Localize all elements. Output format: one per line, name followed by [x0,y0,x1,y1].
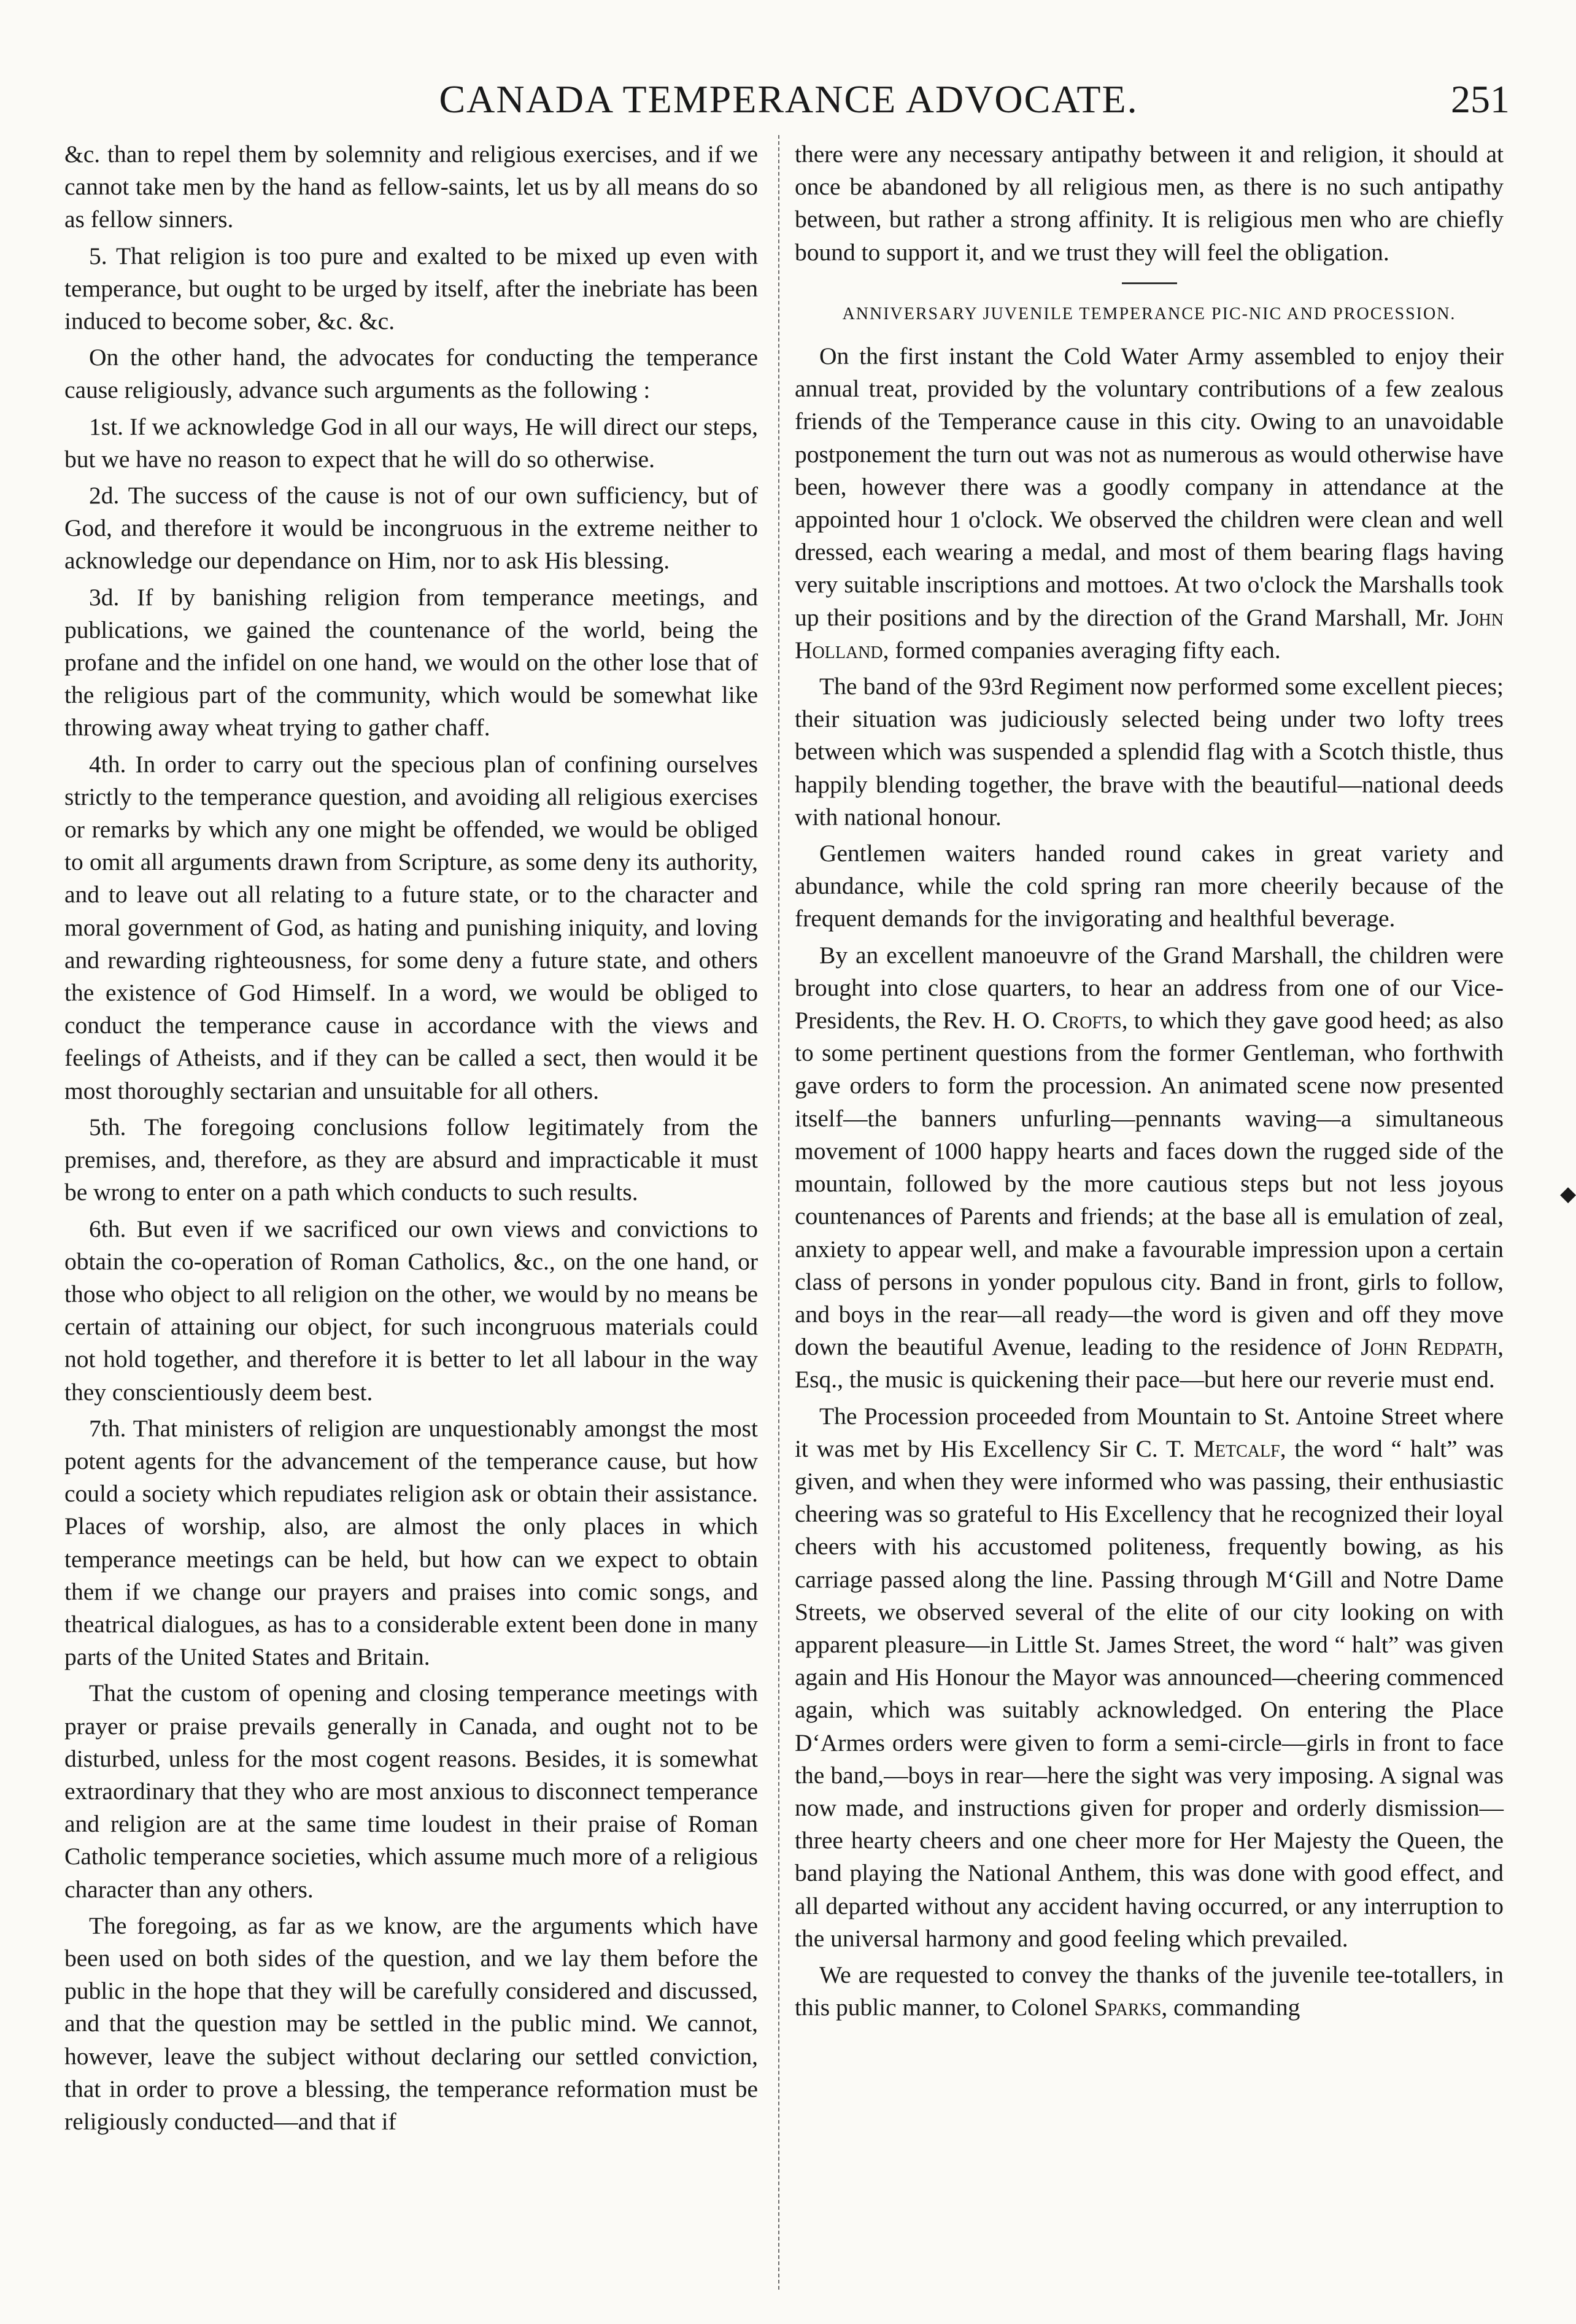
paragraph: 4th. In order to carry out the specious plan of confining ourselves strictly to the temperance question, and avoiding all religious exercises or remarks by which any one might be offended, we would be obliged to omit all arguments drawn from Scripture, as some deny its authority, and to leave out all relating to a future state, or to the character and moral government of God, as hating and punishing iniquity, and loving and rewarding righteousness, for some deny a future state, and others the existence of God Himself. In a word, we would be obliged to conduct the temperance cause in accordance with the views and feelings of Atheists, and if they can be called a sect, then would it be most thoroughly sectarian and unsuitable for all others. [64,750,758,1104]
column-divider [778,135,779,2290]
person-name: Sparks [1094,1994,1162,2021]
person-name: Crofts [1052,1007,1122,1034]
masthead-title: CANADA TEMPERANCE ADVOCATE. [439,77,1138,121]
text-run: , formed companies averaging fifty each. [883,636,1281,664]
text-run: , commanding [1161,1994,1300,2021]
section-rule [1122,282,1177,284]
paragraph: On the other hand, the advocates for conducting the temperance cause religiously, advance such arguments as the following : [64,344,758,404]
margin-mark-icon: ◆ [1560,1183,1576,1206]
paragraph [795,1400,1504,1955]
paragraph: 6th. But even if we sacrificed our own views and convictions to obtain the co-operation of Roman Catholics, &c., on the one hand, or those who object to all religion on the other, we would by no means be certain of attaining our object, for such incongruous materials could not hold together, and therefore it is better to let all labour in the way they conscientiously deem best. [64,1215,758,1406]
paragraph: 3d. If by banishing religion from temperance meetings, and publications, we gained the countenance of the world, being the profane and the infidel on one hand, we would on the other lose that of the religious part of the community, which would be somewhat like throwing away wheat trying to gather chaff. [64,583,758,742]
paragraph: 2d. The success of the cause is not of our own sufficiency, but of God, and therefore it would be incongruous in the extreme neither to acknowledge our dependance on Him, nor to ask His blessing. [64,482,758,575]
paragraph: Gentlemen waiters handed round cakes in great variety and abundance, while the cold spring ran more cheerily because of the frequent demands for the invigorating and healthful beverage. [795,840,1504,932]
paragraph: 5. That religion is too pure and exalted to be mixed up even with temperance, but ought to be urged by itself, after the inebriate has been induced to become sober, &c. &c. [64,242,758,335]
paragraph [795,340,1504,667]
text-run: The Procession proceeded from Mountain to St. Antoine Street where it was met by His Excellency Sir C. T. [795,1402,1504,1462]
paragraph: The foregoing, as far as we know, are the arguments which have been used on both sides of the question, and we lay them before the public in the hope that they will be carefully considered and discussed, and that the question may be settled in the public mind. We cannot, however, leave the subject without declaring our settled conviction, that in order to prove a blessing, the temperance reformation must be religiously conducted—and that if [64,1911,758,2135]
person-name: Metcalf [1193,1435,1280,1462]
text-run: , to which they gave good heed; as also to some pertinent questions from the former Gentleman, who forthwith gave orders to form the procession. An animated scene now presented itself—the banners unfurling—pennants waving—a simultaneous movement of 1000 happy hearts and faces down the rugged side of the mountain, followed by the more cautious steps but not less joyous countenances of Parents and friends; at the base all is emulation of zeal, anxiety to appear well, and make a favourable impression upon a certain class of persons in yonder populous city. Band in front, girls to follow, and boys in the rear—all ready—the word is given and off they move down the beautiful Avenue, leading to the residence of [795,1007,1504,1361]
text-run: By an excellent manoeuvre of the Grand Marshall, the children were brought into close quarters, to hear an address from one of our Vice-Presidents, the Rev. H. O. [795,941,1504,1034]
paragraph: 7th. That ministers of religion are unquestionably amongst the most potent agents for the advancement of the temperance cause, but how could a society which repudiates religion ask or obtain their assistance. Places of worship, also, are almost the only places in which temperance meetings can be held, but how can we expect to obtain them if we change our prayers and praises into comic songs, and theatrical dialogues, as has to a considerable extent been done in many parts of the United States and Britain. [64,1414,758,1671]
left-column [64,138,758,2142]
text-run: We are requested to convey the thanks of the juvenile tee-totallers, in this public manner, to Colonel [795,1961,1504,2021]
text-run: On the first instant the Cold Water Army assembled to enjoy their annual treat, provided by the voluntary contributions of a few zealous friends of the Temperance cause in this city. Owing to an unavoidable postponement the turn out was not as numerous as would otherwise have been, however there was a goodly company in attendance at the appointed hour 1 o'clock. We observed the children were clean and well dressed, each wearing a medal, and most of them bearing flags having very suitable inscriptions and mottoes. At two o'clock the Marshalls took up their positions and by the direction of the Grand Marshall, Mr. [795,343,1504,631]
person-name: John Holland [795,603,1504,664]
person-name: John Redpath [1361,1333,1498,1361]
page-header [68,64,1510,132]
text-run: , the word “ halt” was given, and when they were informed who was passing, their enthusiastic cheering was so grateful to His Excellency that he recognized their loyal cheers with his accustomed politeness, frequently bowing, as his carriage passed along the line. Passing through M‘Gill and Notre Dame Streets, we observed several of the elite of our city looking on with apparent pleasure—in Little St. James Street, the word “ halt” was given again and His Honour the Mayor was announced—cheering commenced again, which was suitably acknowledged. On entering the Place D‘Armes orders were given to form a semi-circle—girls in front to face the band,—boys in rear—here the sight was very imposing. A signal was now made, and instructions given for proper and orderly dismission—three hearty cheers and one cheer more for Her Majesty the Queen, the band playing the National Anthem, this was done with good effect, and all departed without any accident having occurred, or any interruption to the universal harmony and good feeling which prevailed. [795,1435,1504,1952]
paragraph: &c. than to repel them by solemnity and religious exercises, and if we cannot take men by the hand as fellow-saints, let us by all means do so as fellow sinners. [64,141,758,233]
article-heading: ANNIVERSARY JUVENILE TEMPERANCE PIC-NIC AND PROCESSION. [842,304,1456,323]
right-column [795,138,1504,2028]
paragraph [795,1959,1504,2024]
paragraph: 5th. The foregoing conclusions follow legitimately from the premises, and, therefore, as they are absurd and impracticable it must be wrong to enter on a path which conducts to such results. [64,1113,758,1206]
paragraph: 1st. If we acknowledge God in all our ways, He will direct our steps, but we have no reason to expect that he will do so otherwise. [64,413,758,473]
paragraph: That the custom of opening and closing temperance meetings with prayer or praise prevails generally in Canada, and ought not to be disturbed, unless for the most cogent reasons. Besides, it is somewhat extraordinary that they who are most anxious to disconnect temperance and religion are at the same time loudest in their praise of Roman Catholic temperance societies, which assume much more of a religious character than any others. [64,1679,758,1903]
text-run: , Esq., the music is quickening their pace—but here our reverie must end. [795,1333,1504,1393]
paragraph: there were any necessary antipathy between it and religion, it should at once be abandoned by all religious men, as there is no such antipathy between, but rather a strong affinity. It is religious men who are chiefly bound to support it, and we trust they will feel the obligation. [795,141,1504,266]
paragraph: The band of the 93rd Regiment now performed some excellent pieces; their situation was judiciously selected being under two lofty trees between which was suspended a splendid flag with a Scotch thistle, thus happily blending together, the brave with the beautiful—national deeds with national honour. [795,673,1504,831]
page-number: 251 [1451,77,1510,121]
paragraph [795,939,1504,1396]
